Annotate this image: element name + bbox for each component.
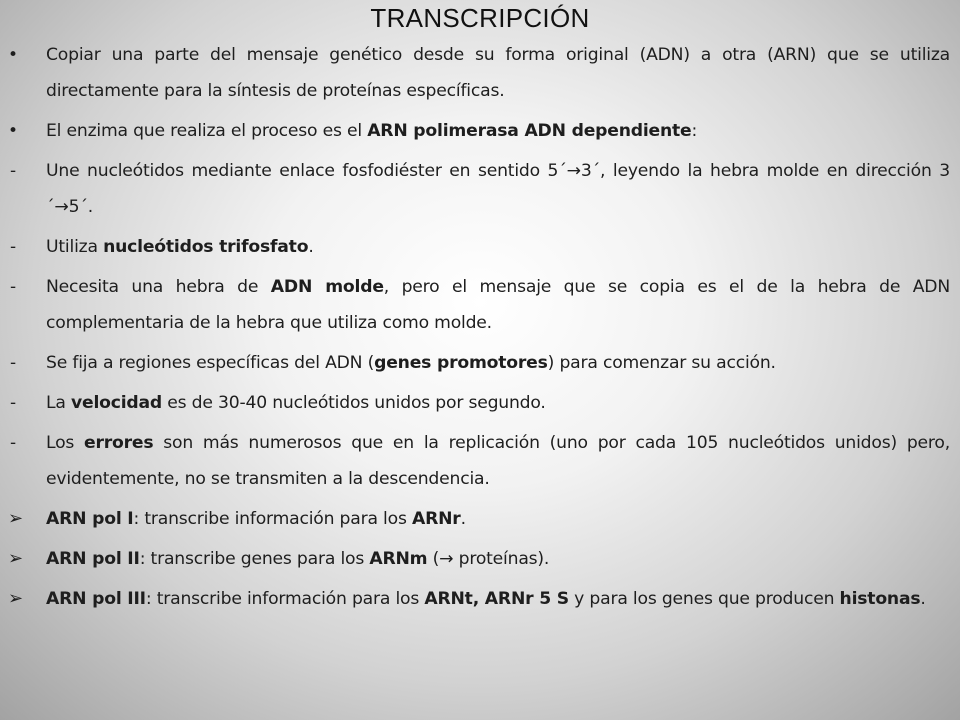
list-item-text <box>46 37 950 109</box>
list-item-text <box>46 269 950 341</box>
text-run: , pero el mensaje que se copia es el de la hebra de ADN complementaria de la hebra que utiliza como molde. <box>46 277 950 333</box>
arrow-bullet-icon: ➢ <box>8 588 24 609</box>
list-item <box>0 37 960 109</box>
arrow-bullet-icon: ➢ <box>8 508 24 529</box>
list-item-text <box>46 229 950 265</box>
text-run: Une nucleótidos mediante enlace fosfodiéster en sentido 5´→3´, leyendo la hebra molde en dirección 3´→5´. <box>46 161 950 217</box>
list-item-text <box>46 385 950 421</box>
text-run: Utiliza <box>46 237 104 257</box>
text-run: El enzima que realiza el proceso es el <box>46 121 368 141</box>
list-item-text <box>46 501 950 537</box>
text-run: (→ proteínas). <box>427 549 550 569</box>
list-item <box>0 345 960 381</box>
text-run: Los <box>46 433 85 453</box>
bold-text: ARN pol II <box>46 549 140 569</box>
text-run: . <box>460 509 466 529</box>
bold-text: genes promotores <box>374 353 548 373</box>
list-item <box>0 541 960 577</box>
list-item <box>0 113 960 149</box>
list-item <box>0 269 960 341</box>
slide-title: TRANSCRIPCIÓN <box>370 3 590 33</box>
text-run: La <box>46 393 71 413</box>
list-item <box>0 501 960 537</box>
text-run: ) para comenzar su acción. <box>547 353 776 373</box>
bold-text: ARN pol I <box>46 509 134 529</box>
bullet-icon: • <box>8 121 19 141</box>
dash-bullet-icon: - <box>10 277 17 297</box>
text-run: son más numerosos que en la replicación (uno por cada 105 nucleótidos unidos) pero, evidentemente, no se transmiten a la descendencia. <box>46 433 950 489</box>
list-item-text <box>46 113 950 149</box>
dash-bullet-icon: - <box>10 393 17 413</box>
bold-text: ARNt, ARNr 5 S <box>424 589 569 609</box>
bold-text: ARNr <box>411 509 461 529</box>
arrow-bullet-icon: ➢ <box>8 548 24 569</box>
text-run: . <box>308 237 314 257</box>
dash-bullet-icon: - <box>10 353 17 373</box>
text-run: Se fija a regiones específicas del ADN ( <box>46 353 375 373</box>
bold-text: ARN pol III <box>46 589 146 609</box>
text-run: : transcribe información para los <box>145 589 425 609</box>
text-run: Copiar una parte del mensaje genético desde su forma original (ADN) a otra (ARN) que se utiliza directamente para la síntesis de proteínas específicas. <box>46 45 950 101</box>
dash-bullet-icon: - <box>10 237 17 257</box>
list-item <box>0 229 960 265</box>
list-item <box>0 385 960 421</box>
bold-text: nucleótidos trifosfato <box>103 237 309 257</box>
dash-bullet-icon: - <box>10 433 17 453</box>
text-run: . <box>920 589 926 609</box>
bold-text: ARN polimerasa ADN dependiente <box>367 121 692 141</box>
list-item-text <box>46 345 950 381</box>
text-run: : transcribe genes para los <box>139 549 370 569</box>
text-run: es de 30-40 nucleótidos unidos por segundo. <box>162 393 546 413</box>
bullet-list <box>0 37 960 621</box>
bold-text: ARNm <box>369 549 428 569</box>
list-item <box>0 581 960 617</box>
text-run: : transcribe información para los <box>133 509 412 529</box>
bold-text: velocidad <box>70 393 163 413</box>
text-run: : <box>691 121 698 141</box>
dash-bullet-icon: - <box>10 161 17 181</box>
bold-text: ADN molde <box>270 277 384 297</box>
bold-text: errores <box>84 433 154 453</box>
list-item-text <box>46 541 950 577</box>
text-run: y para los genes que producen <box>568 589 840 609</box>
list-item-text <box>46 425 950 497</box>
list-item <box>0 425 960 497</box>
bold-text: histonas <box>839 589 921 609</box>
list-item-text <box>46 581 950 617</box>
list-item-text <box>46 153 950 225</box>
list-item <box>0 153 960 225</box>
text-run: Necesita una hebra de <box>46 277 271 297</box>
bullet-icon: • <box>8 45 19 65</box>
